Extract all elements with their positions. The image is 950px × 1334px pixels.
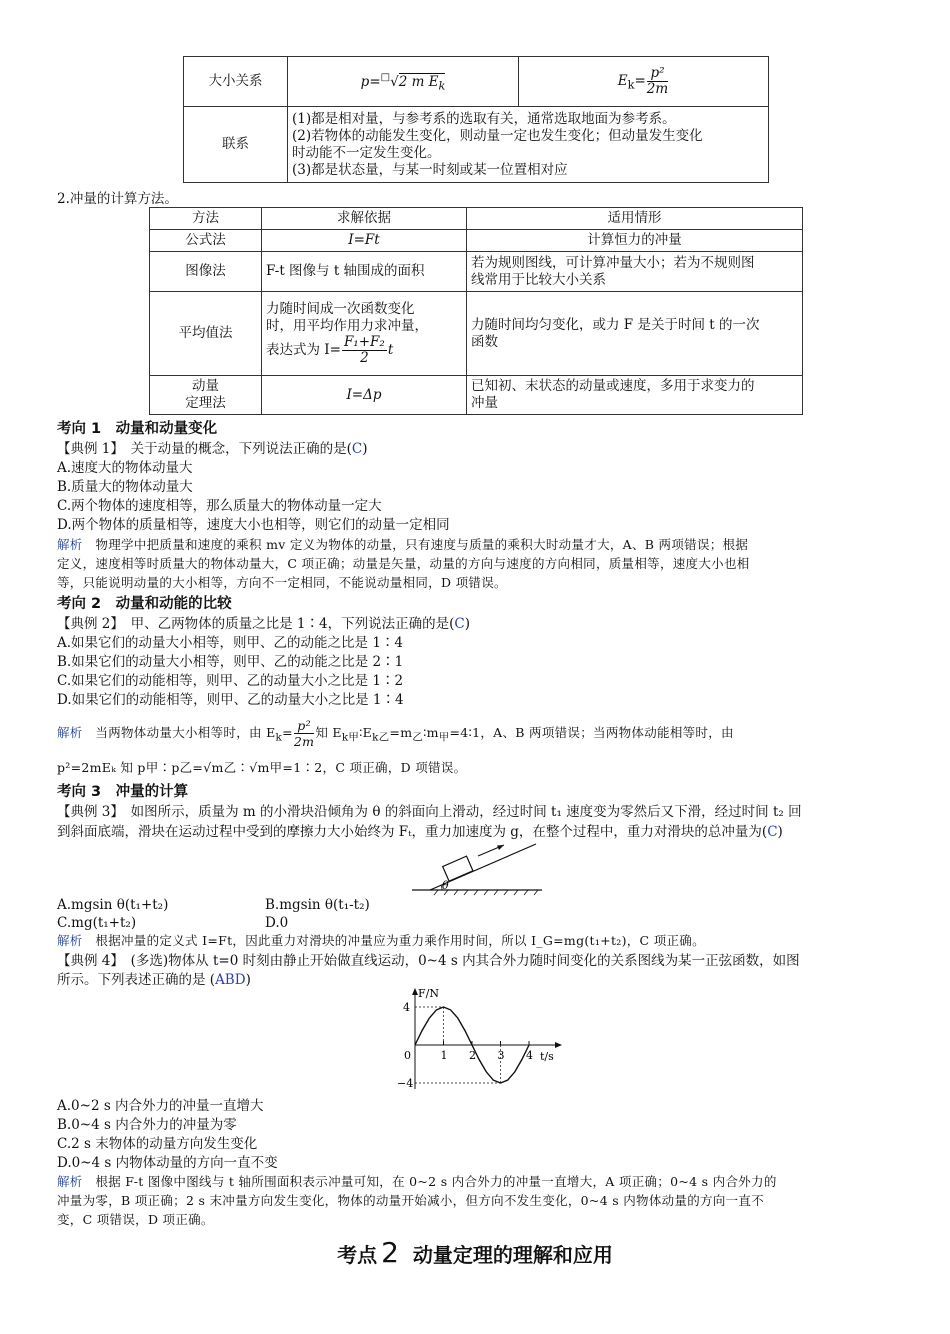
- k3-title: 考向 3 冲量的计算: [57, 784, 189, 800]
- k3-analysis: 解析 根据冲量的定义式 I=Ft，因此重力对滑块的冲量应为重力乘作用时间，所以 I_G=mg(t₁+t₂)，C 项正确。: [57, 933, 705, 948]
- x-tick-label: 4: [526, 1049, 533, 1062]
- sliding-block: [443, 856, 473, 881]
- x-tick-label: 2: [469, 1049, 476, 1062]
- k3-question: 【典例 3】 如图所示，质量为 m 的小滑块沿倾角为 θ 的斜面向上滑动，经过时间 t₁ 速度变为零然后又下滑，经过时间 t₂ 回: [57, 804, 802, 820]
- k2-analysis: 解析 当两物体动量大小相等时，由 $E_k=$ $\frac{\text{p²}}{2m}$ 知 $E_{k甲}∶E_{k乙}=m_乙∶m_甲=4∶1$，A、B 两项错误；当两物体动能相等时，由: [57, 718, 734, 749]
- usage-cell: 已知初、末状态的动量或速度，多用于求变力的 冲量: [467, 376, 803, 415]
- k4-option: B.0~4 s 内合外力的冲量为零: [57, 1117, 237, 1133]
- k4-option: C.2 s 末物体的动量方向发生变化: [57, 1136, 258, 1152]
- k1-question: 【典例 1】 关于动量的概念，下列说法正确的是(C): [57, 441, 368, 457]
- col-header-method: 方法: [150, 208, 262, 230]
- x-axis-label: t/s: [540, 1050, 554, 1063]
- momentum-formula: p=□√2 m $E_k$: [288, 57, 519, 107]
- incline-diagram: [408, 838, 548, 896]
- k4-analysis: 冲量为零，B 项正确；2 s 末冲量方向发生变化，物体的动量开始减小，但方向不发生变化，0~4 s 内物体动量的方向一直不: [57, 1193, 765, 1208]
- k4-question: 所示。下列表述正确的是 (ABD): [57, 972, 251, 988]
- basis-cell: I=Ft: [262, 230, 467, 252]
- impulse-method-table: [149, 207, 803, 415]
- theta-label: θ: [442, 879, 449, 892]
- basis-cell: F-t 图像与 t 轴围成的面积: [262, 252, 467, 292]
- usage-cell: 若为规则图线，可计算冲量大小；若为不规则图 线常用于比较大小关系: [467, 252, 803, 292]
- kinetic-energy-formula: $E_k=$ $\frac{\text{p²}}{2m}$: [519, 57, 769, 107]
- x-axis-arrow: [555, 1042, 562, 1048]
- x-tick-label: 1: [440, 1049, 448, 1062]
- k4-analysis: 变，C 项错误，D 项正确。: [57, 1212, 214, 1227]
- method-cell: 图像法: [150, 252, 262, 292]
- comparison-table: [183, 56, 769, 183]
- force-time-chart: [390, 986, 570, 1096]
- k1-option: D.两个物体的质量相等，速度大小也相等，则它们的动量一定相同: [57, 517, 450, 533]
- row-label-relation: 联系: [184, 107, 288, 183]
- y-tick-label: 4: [403, 1001, 410, 1014]
- k3-question: 到斜面底端，滑块在运动过程中受到的摩擦力大小始终为 Fₜ，重力加速度为 g，在整个过程中，重力对滑块的总冲量为(C): [57, 824, 783, 840]
- k1-analysis: 等，只能说明动量的大小相等，方向不一定相同，不能说动量相同，D 项错误。: [57, 575, 507, 590]
- relation-text: (1)都是相对量，与参考系的选取有关，通常选取地面为参考系。 (2)若物体的动能发生变化，则动量一定也发生变化；但动量发生变化 时动能不一定发生变化。 (3)都是状态量，与某一时刻或某一位置相对应: [288, 107, 769, 183]
- method-cell: 动量 定理法: [150, 376, 262, 415]
- basis-cell: 力随时间成一次函数变化 时，用平均作用力求冲量， 表达式为 I= $\frac{\text{F₁+F₂}}{2}$ t: [262, 292, 467, 376]
- k2-option: A.如果它们的动量大小相等，则甲、乙的动能之比是 1∶4: [57, 635, 404, 651]
- y-axis-label: F/N: [418, 987, 439, 1000]
- basis-cell: I=Δp: [262, 376, 467, 415]
- arrow-head: [497, 845, 504, 850]
- section2-title: 2.冲量的计算方法。: [57, 191, 178, 207]
- k2-option: C.如果它们的动能相等，则甲、乙的动量大小之比是 1∶2: [57, 673, 404, 689]
- k1-title: 考向 1 动量和动量变化: [57, 421, 218, 437]
- k1-analysis: 定义，速度相等时质量大的物体动量大，C 项正确；动量是矢量，动量的方向与速度的方向相同，质量相等，速度大小也相: [57, 556, 750, 571]
- usage-cell: 计算恒力的冲量: [467, 230, 803, 252]
- k1-option: C.两个物体的速度相等，那么质量大的物体动量一定大: [57, 498, 382, 514]
- k1-analysis: 解析 物理学中把质量和速度的乘积 mv 定义为物体的动量，只有速度与质量的乘积大时动量才大，A、B 两项错误；根据: [57, 537, 749, 552]
- col-header-usage: 适用情形: [467, 208, 803, 230]
- method-cell: 平均值法: [150, 292, 262, 376]
- k1-option: A.速度大的物体动量大: [57, 460, 193, 476]
- k2-title: 考向 2 动量和动能的比较: [57, 596, 232, 612]
- k2-analysis: p²=2mEₖ 知 p甲∶p乙=√m乙∶√m甲=1∶2，C 项正确，D 项错误。: [57, 760, 467, 775]
- k2-option: B.如果它们的动量大小相等，则甲、乙的动能之比是 2∶1: [57, 654, 404, 670]
- k2-question: 【典例 2】 甲、乙两物体的质量之比是 1∶4，下列说法正确的是(C): [57, 616, 471, 632]
- usage-cell: 力随时间均匀变化，或力 F 是关于时间 t 的一次 函数: [467, 292, 803, 376]
- incline-hatching: [434, 890, 538, 895]
- col-header-basis: 求解依据: [262, 208, 467, 230]
- k1-option: B.质量大的物体动量大: [57, 479, 193, 495]
- origin-label: 0: [404, 1049, 411, 1062]
- section-footer-title: 考点 2 动量定理的理解和应用: [337, 1236, 613, 1269]
- k4-question: 【典例 4】 (多选)物体从 t=0 时刻由静止开始做直线运动，0~4 s 内其合外力随时间变化的关系图线为某一正弦函数，如图: [57, 953, 800, 969]
- k4-option: A.0~2 s 内合外力的冲量一直增大: [57, 1098, 264, 1114]
- k4-option: D.0~4 s 内物体动量的方向一直不变: [57, 1155, 278, 1171]
- row-label-size: 大小关系: [184, 57, 288, 107]
- x-tick-label: 3: [497, 1049, 505, 1062]
- k3-options-row2: C.mg(t₁+t₂) D.0: [57, 915, 289, 931]
- k4-analysis: 解析 根据 F-t 图像中图线与 t 轴所围面积表示冲量可知，在 0~2 s 内合外力的冲量一直增大，A 项正确；0~4 s 内合外力的: [57, 1174, 777, 1189]
- method-cell: 公式法: [150, 230, 262, 252]
- k3-options-row1: A.mgsin θ(t₁+t₂) B.mgsin θ(t₁-t₂): [57, 897, 370, 913]
- y-tick-label: −4: [397, 1077, 414, 1090]
- k2-option: D.如果它们的动能相等，则甲、乙的动量大小之比是 1∶4: [57, 692, 404, 708]
